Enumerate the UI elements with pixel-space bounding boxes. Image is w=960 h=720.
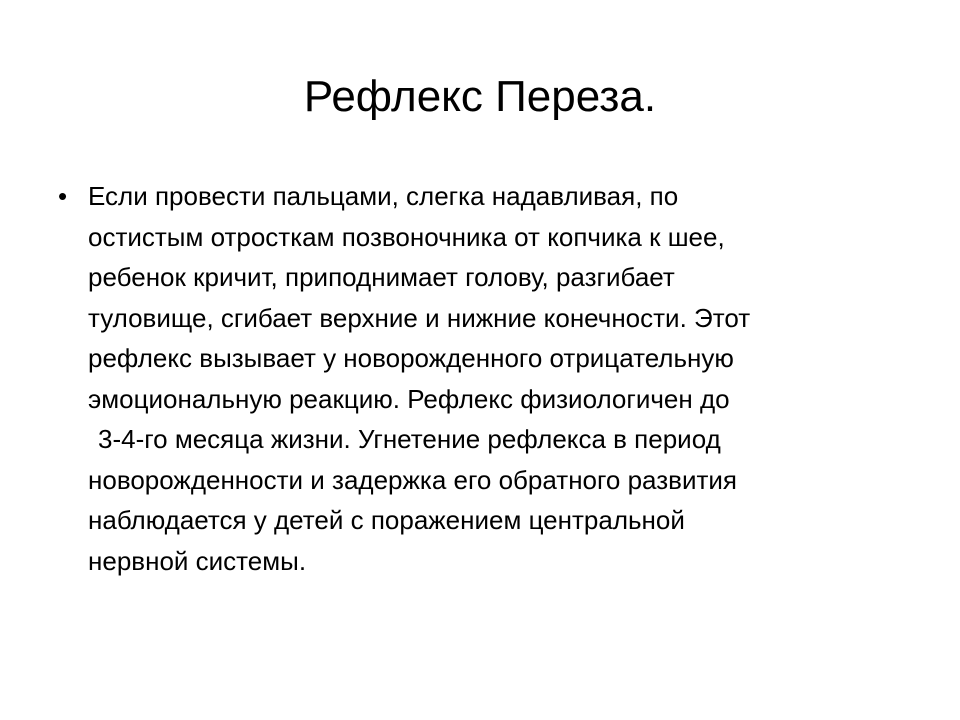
bullet-list xyxy=(58,176,888,581)
bullet-text-line: эмоциональную реакцию. Рефлекс физиологичен до xyxy=(88,383,730,414)
bullet-text-line: рефлекс вызывает у новорожденного отрицательную xyxy=(88,343,734,373)
bullet-text-line: нервной системы. xyxy=(88,545,307,576)
bullet-text-line: 3-4-го месяца жизни. Угнетение рефлекса в период xyxy=(98,424,721,454)
bullet-text-line: новорожденности и задержка его обратного развития xyxy=(88,464,737,495)
bullet-text-line: ребенок кричит, приподнимает голову, разгибает xyxy=(88,262,675,292)
bullet-text-line: туловище, сгибает верхние и нижние конечности. Этот xyxy=(88,302,751,333)
bullet-item xyxy=(58,176,888,581)
bullet-text-line: Если провести пальцами, слегка надавливая, по xyxy=(88,181,679,211)
slide-title: Рефлекс Переза. xyxy=(303,72,657,121)
bullet-text-line: остистым отросткам позвоночника от копчика к шее, xyxy=(88,221,725,252)
bullet-icon: • xyxy=(58,181,68,211)
bullet-text-line: наблюдается у детей с поражением центральной xyxy=(88,505,685,535)
